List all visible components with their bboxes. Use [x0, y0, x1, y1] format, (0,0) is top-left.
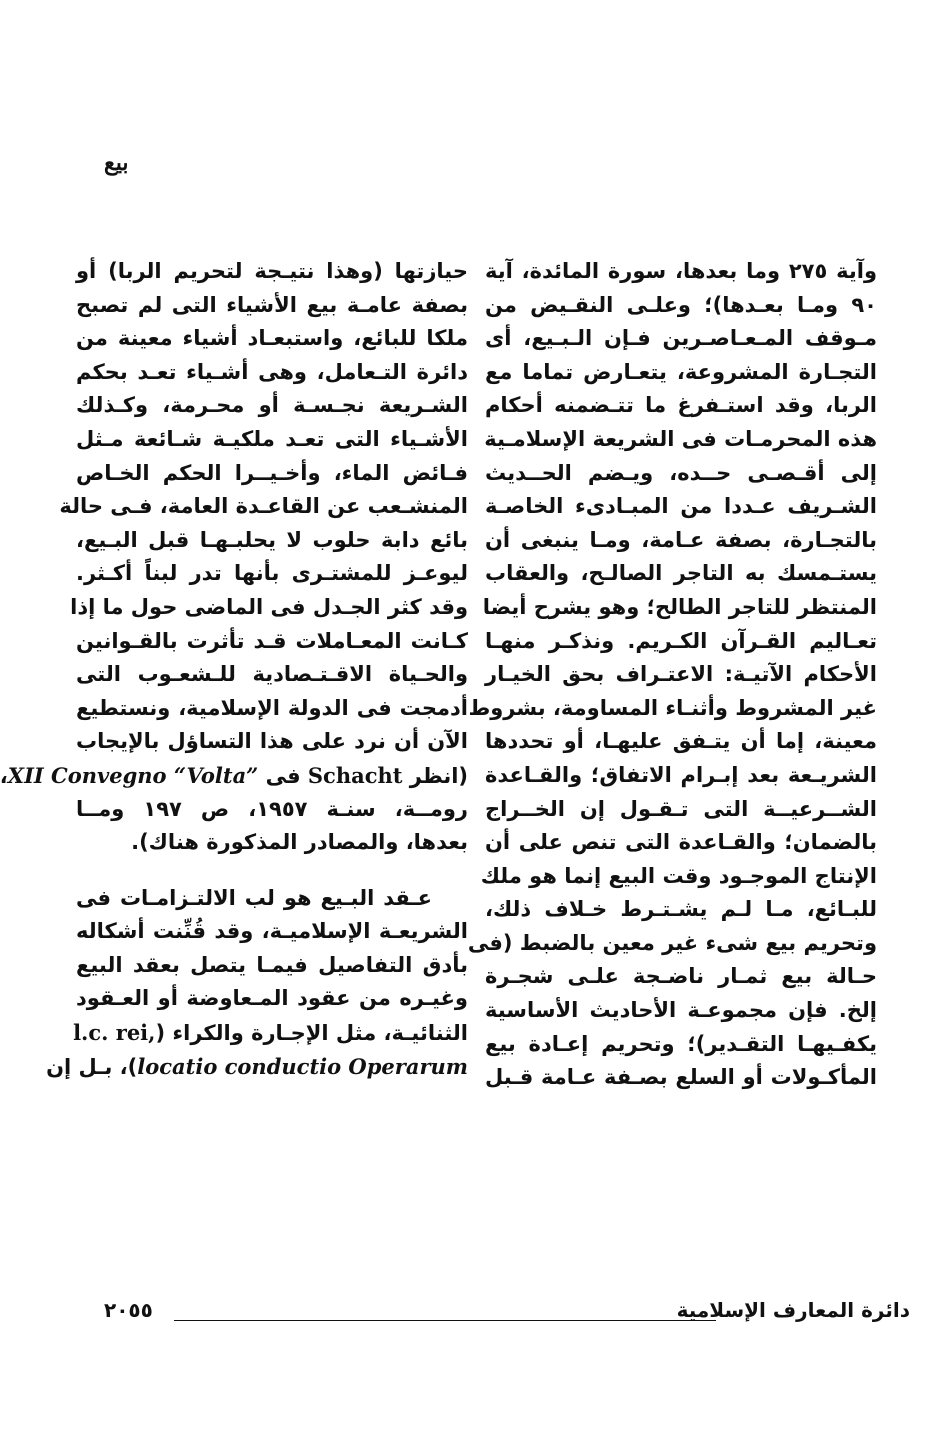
- text-line: المأكـولات أو السلع بصـفة عـامة قـبل: [485, 1065, 877, 1090]
- text-line: الربا، وقد استـفرغ ما تتـضمنه أحكام: [485, 393, 877, 418]
- contracts-text: الثنائيـة، مثل الإجـارة والكراء: [172, 1021, 468, 1046]
- ref-open: (انظر: [409, 763, 468, 788]
- latin-term-rei: l.c. rei,: [73, 1020, 156, 1046]
- text-line: وغيـره من عقود المـعاوضة أو العـقود: [76, 986, 468, 1011]
- final-tail: ، بـل إن: [46, 1054, 128, 1079]
- text-line: ملكا للبائع، واستبعـاد أشياء معينة من: [76, 326, 468, 351]
- text-line: غير المشروط وأثنـاء المساومة، بشروط: [468, 695, 877, 720]
- text-line: بالضمان؛ والقـاعدة التى تنص على أن: [485, 830, 877, 855]
- text-line: يكفـيهـا التقـدير)؛ وتحريم إعـادة بيع: [485, 1031, 877, 1056]
- text-line: عـقد البـيع هو لب الالتـزامـات فى: [76, 885, 432, 910]
- text-line: تعـاليم القـرآن الكـريم. ونذكـر منهـا: [485, 628, 877, 653]
- text-line: حيازتها (وهذا نتيـجة لتحريم الربا) أو: [76, 259, 468, 283]
- text-line-latin: locatio conductio Operarum)، بـل إن: [46, 1053, 468, 1079]
- text-line: بصفة عامـة بيع الأشياء التى لم تصبح: [76, 292, 468, 317]
- running-head: بيع: [104, 150, 129, 176]
- latin-term-operarum: locatio conductio Operarum: [137, 1053, 468, 1079]
- ref-title: XII Convegno “Volta”: [7, 762, 259, 788]
- text-line: بعدها، والمصادر المذكورة هناك).: [131, 830, 468, 855]
- text-line: ليوعـز للمشتـرى بأنها تدر لبناً أكـثر.: [76, 561, 468, 586]
- text-line: معينة، إما أن يتـفق عليهـا، أو تحددها: [485, 729, 877, 754]
- page-number: ٢٠٥٥: [104, 1298, 153, 1322]
- text-line: دائرة التـعامل، وهى أشـياء تعـد بحكم: [76, 359, 468, 384]
- text-line: الشـريف عـددا من المبـادىء الخاصـة: [485, 494, 877, 519]
- reference-line: (انظر Schacht فى XII Convegno “Volta”،: [0, 762, 468, 788]
- text-line: هذه المحرمـات فى الشريعة الإسلامـية: [484, 426, 877, 451]
- text-line: رومــة، سنـة ١٩٥٧، ص ١٩٧ ومــا: [76, 796, 468, 821]
- text-line: المنتظر للتاجر الطالح؛ وهو يشرح أيضا: [482, 594, 877, 619]
- text-line: إلى أقـصـى حــده، ويـضم الحــديث: [485, 460, 877, 485]
- text-line: أدمجت فى الدولة الإسلامية، ونستطيع: [76, 695, 468, 720]
- text-line: فـائض الماء، وأخـيــرا الحكم الخـاص: [76, 460, 468, 485]
- paragraph-gap: [76, 860, 468, 882]
- text-line: بالتجـارة، بصفة عـامة، ومـا ينبغى أن: [485, 527, 877, 552]
- text-line: الإنتاج الموجـود وقت البيع إنما هو ملك: [480, 863, 877, 888]
- text-line: مـوقف المـعـاصـرين فـإن الـبـيع، أى: [485, 326, 877, 351]
- text-line: وآية ٢٧٥ وما بعدها، سورة المائدة، آية: [485, 259, 877, 283]
- text-line: الشريعـة الإسلاميـة، وقد قُنِّنت أشكاله: [76, 919, 468, 944]
- text-line: المنشـعب عن القاعـدة العامة، فـى حالة: [59, 494, 468, 519]
- text-line: الأشـياء التى تعـد ملكيـة شـائعة مـثل: [76, 426, 468, 451]
- text-line: الشريـعة بعد إبـرام الاتفاق؛ والقـاعدة: [485, 762, 877, 787]
- text-line: بائع دابة حلوب لا يحلبـهـا قبل البـيع،: [76, 527, 468, 552]
- text-line: بأدق التفاصيل فيمـا يتصل بعقد البيع: [76, 952, 468, 977]
- text-line: وتحريم بيع شىء غير معين بالضبط (فى: [467, 930, 877, 955]
- page-footer: [92, 1298, 910, 1332]
- text-line: ٩٠ ومـا بعـدها)؛ وعلـى النقـيض من: [485, 292, 877, 317]
- text-line-latin: الثنائيـة، مثل الإجـارة والكراء (l.c. rei,: [73, 1020, 468, 1046]
- text-line: كـانت المعـاملات قـد تأثرت بالقـوانين: [76, 628, 468, 653]
- text-line: الشــرعيــة التى تـقـول إن الخــراج: [485, 796, 877, 821]
- text-line: الأحكام الآتيـة: الاعتـراف بحق الخيـار: [485, 662, 877, 687]
- ref-author: Schacht: [307, 762, 403, 788]
- text-line: يستـمسك به التاجر الصالـح، والعقاب: [485, 561, 877, 586]
- text-line: والحـياة الاقـتـصادية للـشعـوب التى: [76, 662, 468, 687]
- text-line: الآن أن نرد على هذا التساؤل بالإيجاب: [76, 729, 468, 754]
- text-line: التجـارة المشروعة، يتعـارض تماما مع: [485, 359, 877, 384]
- text-line: حـالة بيع ثمـار ناضـجة علـى شجـرة: [485, 964, 877, 989]
- text-line: إلخ. فإن مجموعـة الأحاديث الأساسية: [485, 998, 877, 1023]
- text-line: للبـائع، مـا لـم يشـتـرط خـلاف ذلك،: [485, 897, 877, 922]
- footer-title: دائرة المعارف الإسلامية: [676, 1298, 910, 1322]
- text-line: الشـريعة نجـسـة أو محـرمة، وكـذلك: [76, 393, 468, 418]
- ref-fi: فى: [265, 763, 301, 788]
- right-column: [467, 255, 877, 1095]
- footer-rule: [174, 1320, 716, 1321]
- left-column: [0, 255, 468, 1083]
- text-line: وقد كثر الجـدل فى الماضى حول ما إذا: [70, 594, 468, 619]
